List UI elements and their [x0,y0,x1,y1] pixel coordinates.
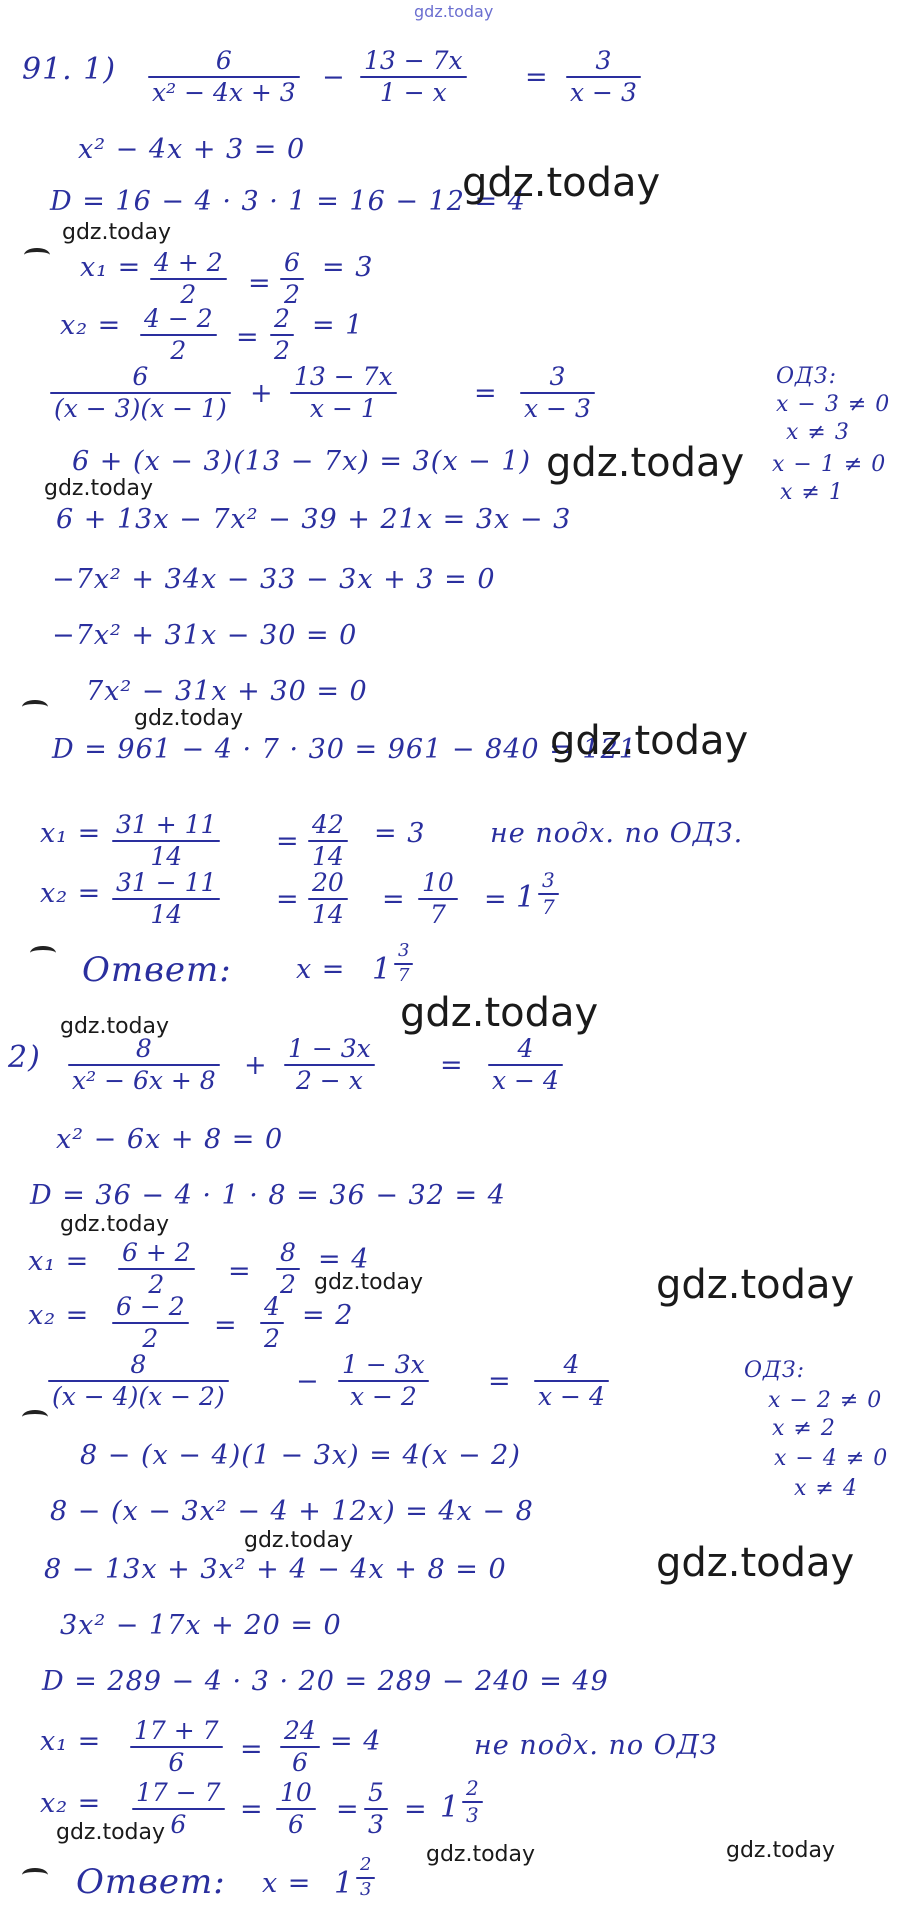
final-root-1-fraction [112,812,220,871]
equals-sign: = [240,1794,264,1825]
equals-sign: = [484,884,508,915]
root-2-simplified [260,1294,284,1353]
task-1-eq2-fraction-1 [50,364,231,423]
denominator: 14 [312,900,344,930]
equals-sign: = [382,884,406,915]
numerator: 31 − 11 [116,868,217,897]
watermark: gdz.today [656,1540,855,1586]
watermark: gdz.today [44,476,154,501]
equals-sign: = [240,1734,264,1765]
margin-mark [30,946,56,960]
watermark: gdz.today [546,440,745,486]
watermark: gdz.today [462,160,661,206]
denominator: 2 [274,336,290,366]
root-1-result: = 3 [322,252,374,283]
answer-1-x: x = [296,954,346,985]
task-2-eq2-fraction-1 [48,1352,229,1411]
root-2-fraction [112,1294,189,1353]
denominator: x − 1 [309,394,377,424]
operator: + [250,378,274,409]
final-root-1-fraction [130,1718,223,1777]
task-1-quadratic: x² − 4x + 3 = 0 [78,134,306,165]
equals-sign: = [248,268,272,299]
odz-2-line: x − 2 ≠ 0 [768,1388,883,1413]
root-1-simplified [276,1240,300,1299]
final-root-1-note: не подх. по ОДЗ. [490,818,744,849]
denominator: 2 [142,1324,159,1354]
denominator: 7 [542,895,555,919]
final-root-1-note: не подх. по ОДЗ [474,1730,718,1761]
answer-1-fraction [394,942,413,986]
denominator: 7 [429,900,446,930]
numerator: 4 + 2 [154,248,223,277]
mixed-fraction [462,1778,483,1826]
watermark: gdz.today [62,220,172,245]
denominator: 2 [280,1270,296,1300]
numerator: 6 + 2 [122,1238,191,1267]
task-2-label: 2) [8,1040,41,1075]
task-2-fraction-2 [284,1036,375,1095]
denominator: 1 − x [379,78,447,108]
operator: − [296,1366,320,1397]
numerator: 4 [264,1292,280,1321]
numerator: 5 [368,1778,384,1807]
task-2-line-2: 8 − (x − 3x² − 4 + 12x) = 4x − 8 [50,1496,534,1527]
equals-sign: = [336,1794,360,1825]
final-root-1-simplified [308,812,348,871]
root-1-result: = 4 [318,1244,370,1275]
final-root-1-result: = 4 [330,1726,382,1757]
numerator: 3 [549,362,566,391]
task-1-line-4: −7x² + 31x − 30 = 0 [52,620,358,651]
numerator: 3 [398,940,410,961]
denominator: 2 [284,280,300,310]
odz-1-title: ОДЗ: [776,364,838,389]
task-1-fraction-2 [360,48,467,107]
numerator: 24 [284,1716,316,1745]
denominator: 2 [148,1270,165,1300]
answer-2-fraction [356,1856,375,1900]
margin-mark [22,1410,48,1424]
denominator: 3 [360,1878,372,1900]
final-root-2-label: x₂ = [40,1788,102,1819]
root-1-fraction [150,250,227,309]
odz-1-line: x ≠ 3 [786,420,850,445]
operator: + [244,1050,268,1081]
denominator: 14 [150,900,183,930]
root-1-label: x₁ = [80,252,142,283]
task-1-line-2: 6 + 13x − 7x² − 39 + 21x = 3x − 3 [56,504,572,535]
numerator: 1 − 3x [288,1034,371,1063]
task-1-line-3: −7x² + 34x − 33 − 3x + 3 = 0 [52,564,496,595]
task-1-label: 91. 1) [22,52,117,87]
denominator: 14 [150,842,183,872]
equals-sign: = [440,1050,464,1081]
numerator: 31 + 11 [116,810,217,839]
denominator: 2 [170,336,187,366]
numerator: 13 − 7x [294,362,393,391]
numerator: 17 − 7 [136,1778,221,1807]
denominator: 2 − x [295,1066,363,1096]
watermark: gdz.today [60,1212,170,1237]
numerator: 2 [466,1776,479,1800]
task-1-discriminant-2: D = 961 − 4 · 7 · 30 = 961 − 840 = 121 [52,734,637,765]
denominator: 7 [398,964,410,986]
odz-1-line: x ≠ 1 [780,480,844,505]
denominator: (x − 4)(x − 2) [52,1382,225,1412]
watermark: gdz.today [60,1014,170,1039]
numerator: 4 − 2 [144,304,213,333]
equals-sign: = [276,826,300,857]
final-root-2-step [308,870,348,929]
final-root-1-label: x₁ = [40,818,102,849]
denominator: x − 3 [570,78,637,108]
final-root-2-reduced [418,870,458,929]
odz-2-line: x ≠ 4 [794,1476,858,1501]
watermark: gdz.today [550,718,749,764]
denominator: x² − 6x + 8 [72,1066,216,1096]
task-2-line-1: 8 − (x − 4)(1 − 3x) = 4(x − 2) [80,1440,521,1471]
denominator: x − 4 [538,1382,605,1412]
root-2-result: = 1 [312,310,364,341]
task-2-discriminant-2: D = 289 − 4 · 3 · 20 = 289 − 240 = 49 [42,1666,609,1697]
watermark: gdz.today [134,706,244,731]
denominator: 3 [466,1803,479,1827]
answer-2-whole: 1 [334,1866,355,1901]
watermark: gdz.today [426,1842,536,1867]
answer-1-whole: 1 [372,952,393,987]
task-2-line-3: 8 − 13x + 3x² + 4 − 4x + 8 = 0 [44,1554,507,1585]
odz-2-line: x − 4 ≠ 0 [774,1446,889,1471]
task-2-discriminant: D = 36 − 4 · 1 · 8 = 36 − 32 = 4 [30,1180,506,1211]
watermark: gdz.today [56,1820,166,1845]
operator: − [322,62,346,93]
equals-sign: = [228,1256,252,1287]
task-2-eq2-fraction-2 [338,1352,429,1411]
root-2-result: = 2 [302,1300,354,1331]
numerator: 10 [422,868,454,897]
numerator: 6 [215,46,232,75]
equals-sign: = [236,322,260,353]
numerator: 42 [312,810,344,839]
denominator: (x − 3)(x − 1) [54,394,227,424]
watermark: gdz.today [400,990,599,1036]
task-1-eq2-fraction-3 [520,364,595,423]
numerator: 6 [132,362,149,391]
root-2-label: x₂ = [60,310,122,341]
final-root-1-label: x₁ = [40,1726,102,1757]
margin-mark [22,700,48,714]
task-1-discriminant: D = 16 − 4 · 3 · 1 = 16 − 12 = 4 [50,186,526,217]
numerator: 8 [135,1034,152,1063]
task-1-line-1: 6 + (x − 3)(13 − 7x) = 3(x − 1) [72,446,532,477]
answer-2-x: x = [262,1868,312,1899]
root-2-fraction [140,306,217,365]
equals-sign: = [474,378,498,409]
equals-sign: = [214,1310,238,1341]
numerator: 10 [280,1778,312,1807]
numerator: 2 [274,304,290,333]
odz-1-line: x − 3 ≠ 0 [776,392,891,417]
equals-sign: = [404,1794,428,1825]
task-1-fraction-1 [148,48,300,107]
watermark: gdz.today [314,1270,424,1295]
denominator: 6 [170,1810,187,1840]
task-2-eq2-fraction-3 [534,1352,609,1411]
final-root-2-reduced [364,1780,388,1839]
answer-1-word: Ответ: [82,950,232,990]
numerator: 4 [517,1034,534,1063]
numerator: 3 [542,868,555,892]
answer-2-word: Ответ: [76,1862,226,1902]
root-2-simplified [270,306,294,365]
denominator: 6 [287,1810,304,1840]
task-2-line-4: 3x² − 17x + 20 = 0 [60,1610,342,1641]
numerator: 6 − 2 [116,1292,185,1321]
task-2-fraction-1 [68,1036,220,1095]
denominator: x − 2 [349,1382,417,1412]
task-1-fraction-3 [566,48,641,107]
task-1-eq2-fraction-2 [290,364,397,423]
odz-1-line: x − 1 ≠ 0 [772,452,887,477]
denominator: x − 3 [524,394,591,424]
denominator: 14 [312,842,344,872]
final-root-1-simplified [280,1718,320,1777]
numerator: 1 − 3x [342,1350,425,1379]
mixed-fraction [538,870,559,918]
margin-mark [24,248,50,262]
watermark: gdz.today [726,1838,836,1863]
denominator: x² − 4x + 3 [152,78,296,108]
numerator: 2 [360,1854,372,1875]
final-root-2-label: x₂ = [40,878,102,909]
task-1-line-5: 7x² − 31x + 30 = 0 [86,676,368,707]
task-2-quadratic: x² − 6x + 8 = 0 [56,1124,284,1155]
numerator: 17 + 7 [134,1716,219,1745]
numerator: 3 [595,46,612,75]
mixed-whole: 1 [440,1790,461,1825]
margin-mark [22,1868,48,1882]
numerator: 20 [312,868,344,897]
denominator: 2 [264,1324,280,1354]
denominator: 6 [291,1748,308,1778]
numerator: 4 [563,1350,580,1379]
odz-2-title: ОДЗ: [744,1358,806,1383]
denominator: x − 4 [492,1066,559,1096]
root-2-label: x₂ = [28,1300,90,1331]
odz-2-line: x ≠ 2 [772,1416,836,1441]
final-root-1-result: = 3 [374,818,426,849]
equals-sign: = [488,1366,512,1397]
numerator: 13 − 7x [364,46,463,75]
root-1-label: x₁ = [28,1246,90,1277]
watermark: gdz.today [244,1528,354,1553]
equals-sign: = [525,62,549,93]
numerator: 6 [284,248,300,277]
mixed-whole: 1 [516,880,537,915]
denominator: 3 [368,1810,384,1840]
task-2-fraction-3 [488,1036,563,1095]
watermark: gdz.today [656,1262,855,1308]
final-root-2-fraction [112,870,220,929]
denominator: 2 [180,280,197,310]
equals-sign: = [276,884,300,915]
denominator: 6 [168,1748,185,1778]
numerator: 8 [130,1350,147,1379]
watermark-top: gdz.today [414,2,494,21]
root-1-simplified [280,250,304,309]
root-1-fraction [118,1240,195,1299]
numerator: 8 [280,1238,296,1267]
final-root-2-step [276,1780,316,1839]
